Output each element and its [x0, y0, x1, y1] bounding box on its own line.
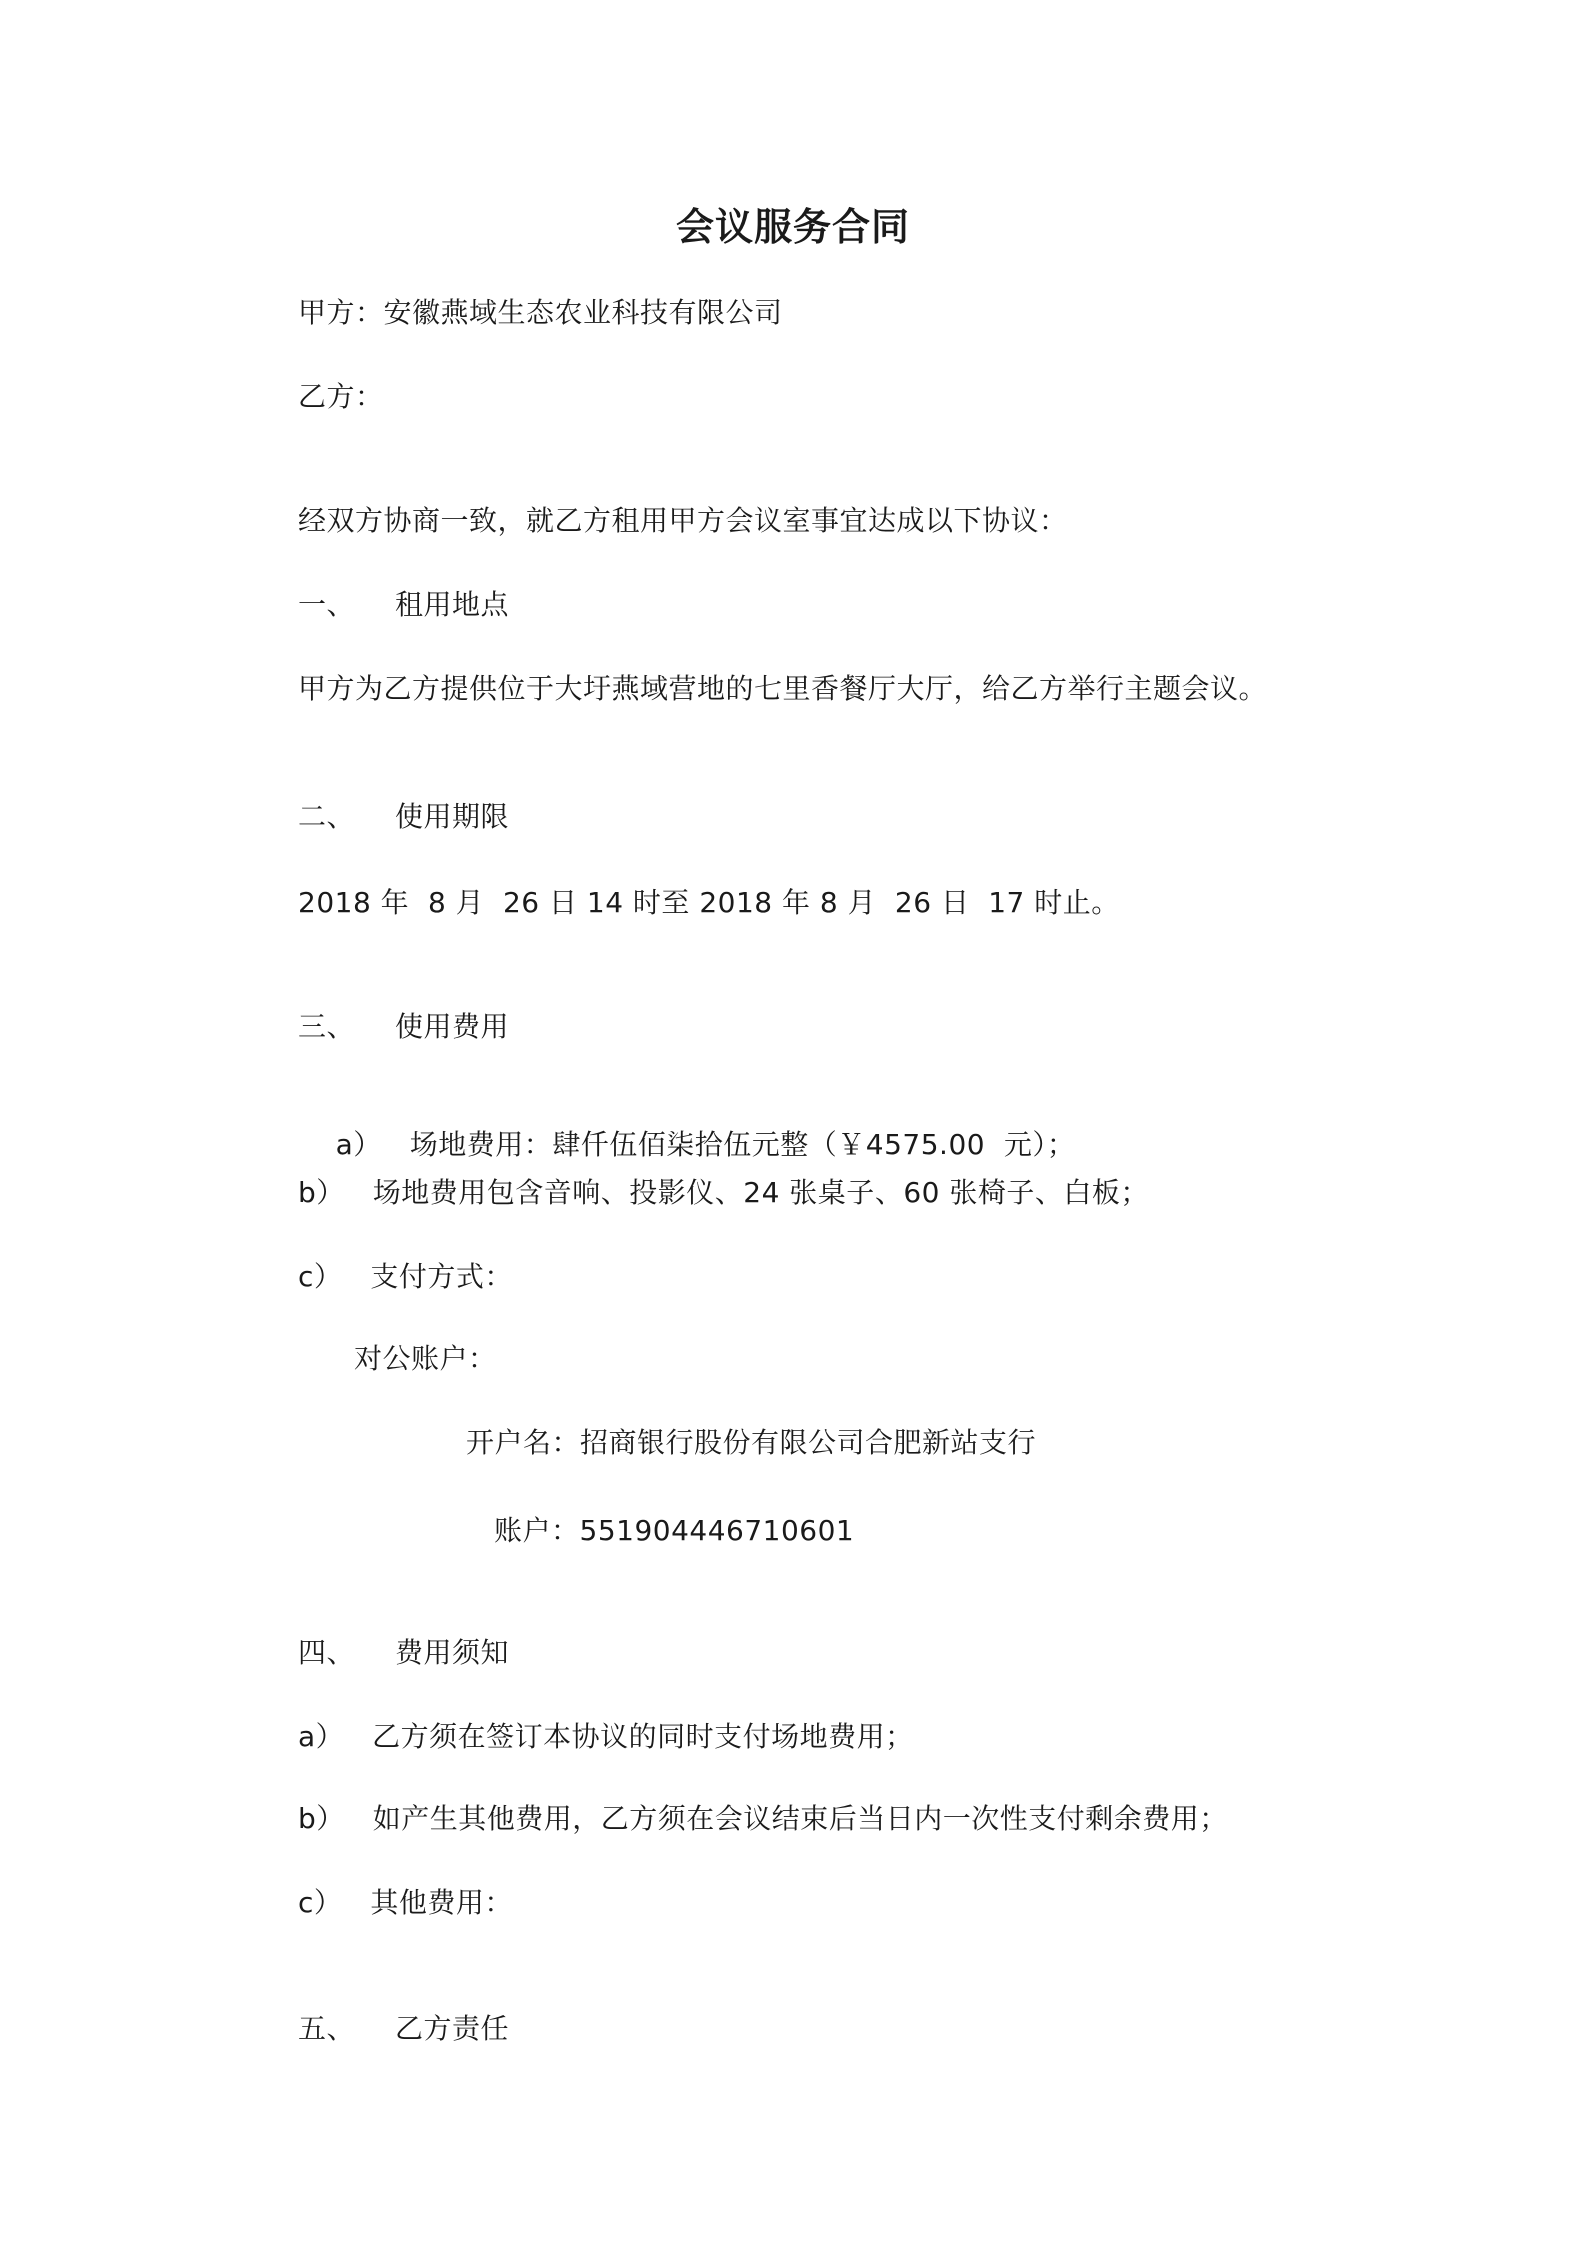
section-title: 租用地点	[395, 588, 510, 621]
notice-item-a	[298, 1720, 914, 1754]
account-label: 对公账户：	[354, 1342, 497, 1375]
item-marker: c）	[298, 1886, 343, 1919]
item-marker: c）	[298, 1260, 343, 1293]
document-title: 会议服务合同	[675, 205, 910, 249]
section-5-heading	[298, 2012, 509, 2046]
item-marker: a）	[298, 1720, 345, 1753]
section-title: 使用费用	[395, 1010, 510, 1043]
item-marker: b）	[298, 1802, 345, 1835]
account-number: 账户：551904446710601	[494, 1514, 855, 1547]
section-2-body: 2018 年 8 月 26 日 14 时至 2018 年 8 月 26 日 17 时止。	[298, 886, 1120, 919]
intro-paragraph: 经双方协商一致，就乙方租用甲方会议室事宜达成以下协议：	[298, 504, 1068, 537]
section-number: 一、	[298, 588, 356, 621]
item-text: 如产生其他费用，乙方须在会议结束后当日内一次性支付剩余费用；	[372, 1802, 1228, 1835]
section-title: 乙方责任	[395, 2012, 510, 2045]
item-text: 其他费用：	[370, 1886, 513, 1919]
section-number: 三、	[298, 1010, 356, 1043]
party-a: 甲方：安徽燕域生态农业科技有限公司	[298, 296, 783, 329]
section-title: 使用期限	[395, 800, 510, 833]
item-text: 支付方式：	[370, 1260, 513, 1293]
party-b: 乙方：	[298, 380, 384, 413]
item-text: 乙方须在签订本协议的同时支付场地费用；	[372, 1720, 914, 1753]
item-marker: a）	[335, 1128, 382, 1161]
section-1-heading	[298, 588, 509, 622]
notice-item-b	[298, 1802, 1228, 1836]
section-number: 二、	[298, 800, 356, 833]
section-number: 五、	[298, 2012, 356, 2045]
fee-item-c	[298, 1260, 513, 1294]
section-number: 四、	[298, 1636, 356, 1669]
fee-item-b	[298, 1176, 1149, 1210]
bank-name: 开户名：招商银行股份有限公司合肥新站支行	[466, 1426, 1037, 1459]
section-1-body: 甲方为乙方提供位于大圩燕域营地的七里香餐厅大厅，给乙方举行主题会议。	[298, 672, 1268, 705]
section-4-heading	[298, 1636, 509, 1670]
section-2-heading	[298, 800, 509, 834]
section-title: 费用须知	[395, 1636, 510, 1669]
section-3-heading	[298, 1010, 509, 1044]
notice-item-c	[298, 1886, 513, 1920]
item-marker: b）	[298, 1176, 345, 1209]
item-text: 场地费用包含音响、投影仪、24 张桌子、60 张椅子、白板；	[372, 1176, 1149, 1209]
item-text: 场地费用：肆仟伍佰柒拾伍元整（￥4575.00 元）；	[409, 1128, 1076, 1161]
